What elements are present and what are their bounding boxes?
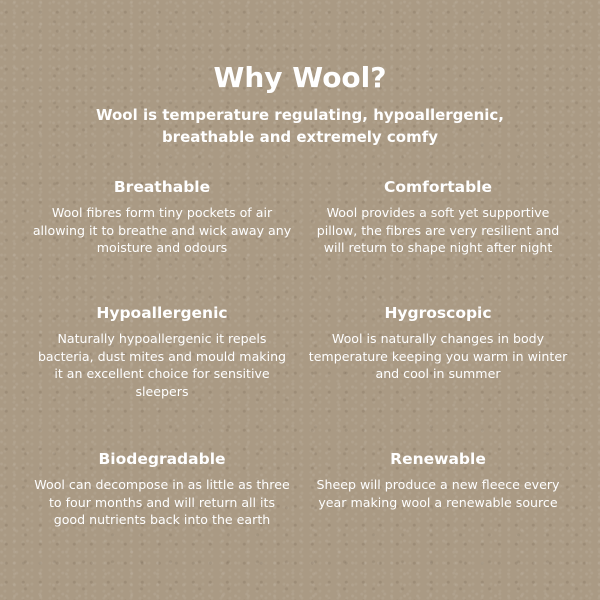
feature-breathable	[32, 176, 292, 257]
page-subtitle: Wool is temperature regulating, hypoallergenic, breathable and extremely comfy	[95, 106, 505, 146]
feature-title: Biodegradable	[98, 450, 226, 468]
feature-hygroscopic	[308, 302, 568, 383]
feature-title: Comfortable	[383, 178, 492, 196]
feature-hypoallergenic	[32, 302, 292, 400]
feature-description: Wool is naturally changes in body temperature keeping you warm in winter and cool in summer	[308, 331, 568, 381]
feature-biodegradable	[32, 448, 292, 529]
feature-comfortable	[308, 176, 568, 257]
feature-title: Breathable	[113, 178, 211, 196]
feature-description: Wool can decompose in as little as three to four months and will return all its good nutrients back into the earth	[34, 477, 290, 527]
page-title: Why Wool?	[213, 61, 387, 94]
feature-description: Wool provides a soft yet supportive pillow, the fibres are very resilient and will return to shape night after night	[316, 205, 560, 255]
feature-renewable	[308, 448, 568, 511]
feature-description: Sheep will produce a new fleece every year making wool a renewable source	[316, 477, 560, 510]
feature-title: Hygroscopic	[384, 304, 492, 322]
feature-description: Naturally hypoallergenic it repels bacteria, dust mites and mould making it an excellent choice for sensitive sleepers	[37, 331, 287, 399]
feature-description: Wool fibres form tiny pockets of air allowing it to breathe and wick away any moisture and odours	[32, 205, 292, 255]
feature-title: Renewable	[390, 450, 486, 468]
feature-title: Hypoallergenic	[96, 304, 228, 322]
